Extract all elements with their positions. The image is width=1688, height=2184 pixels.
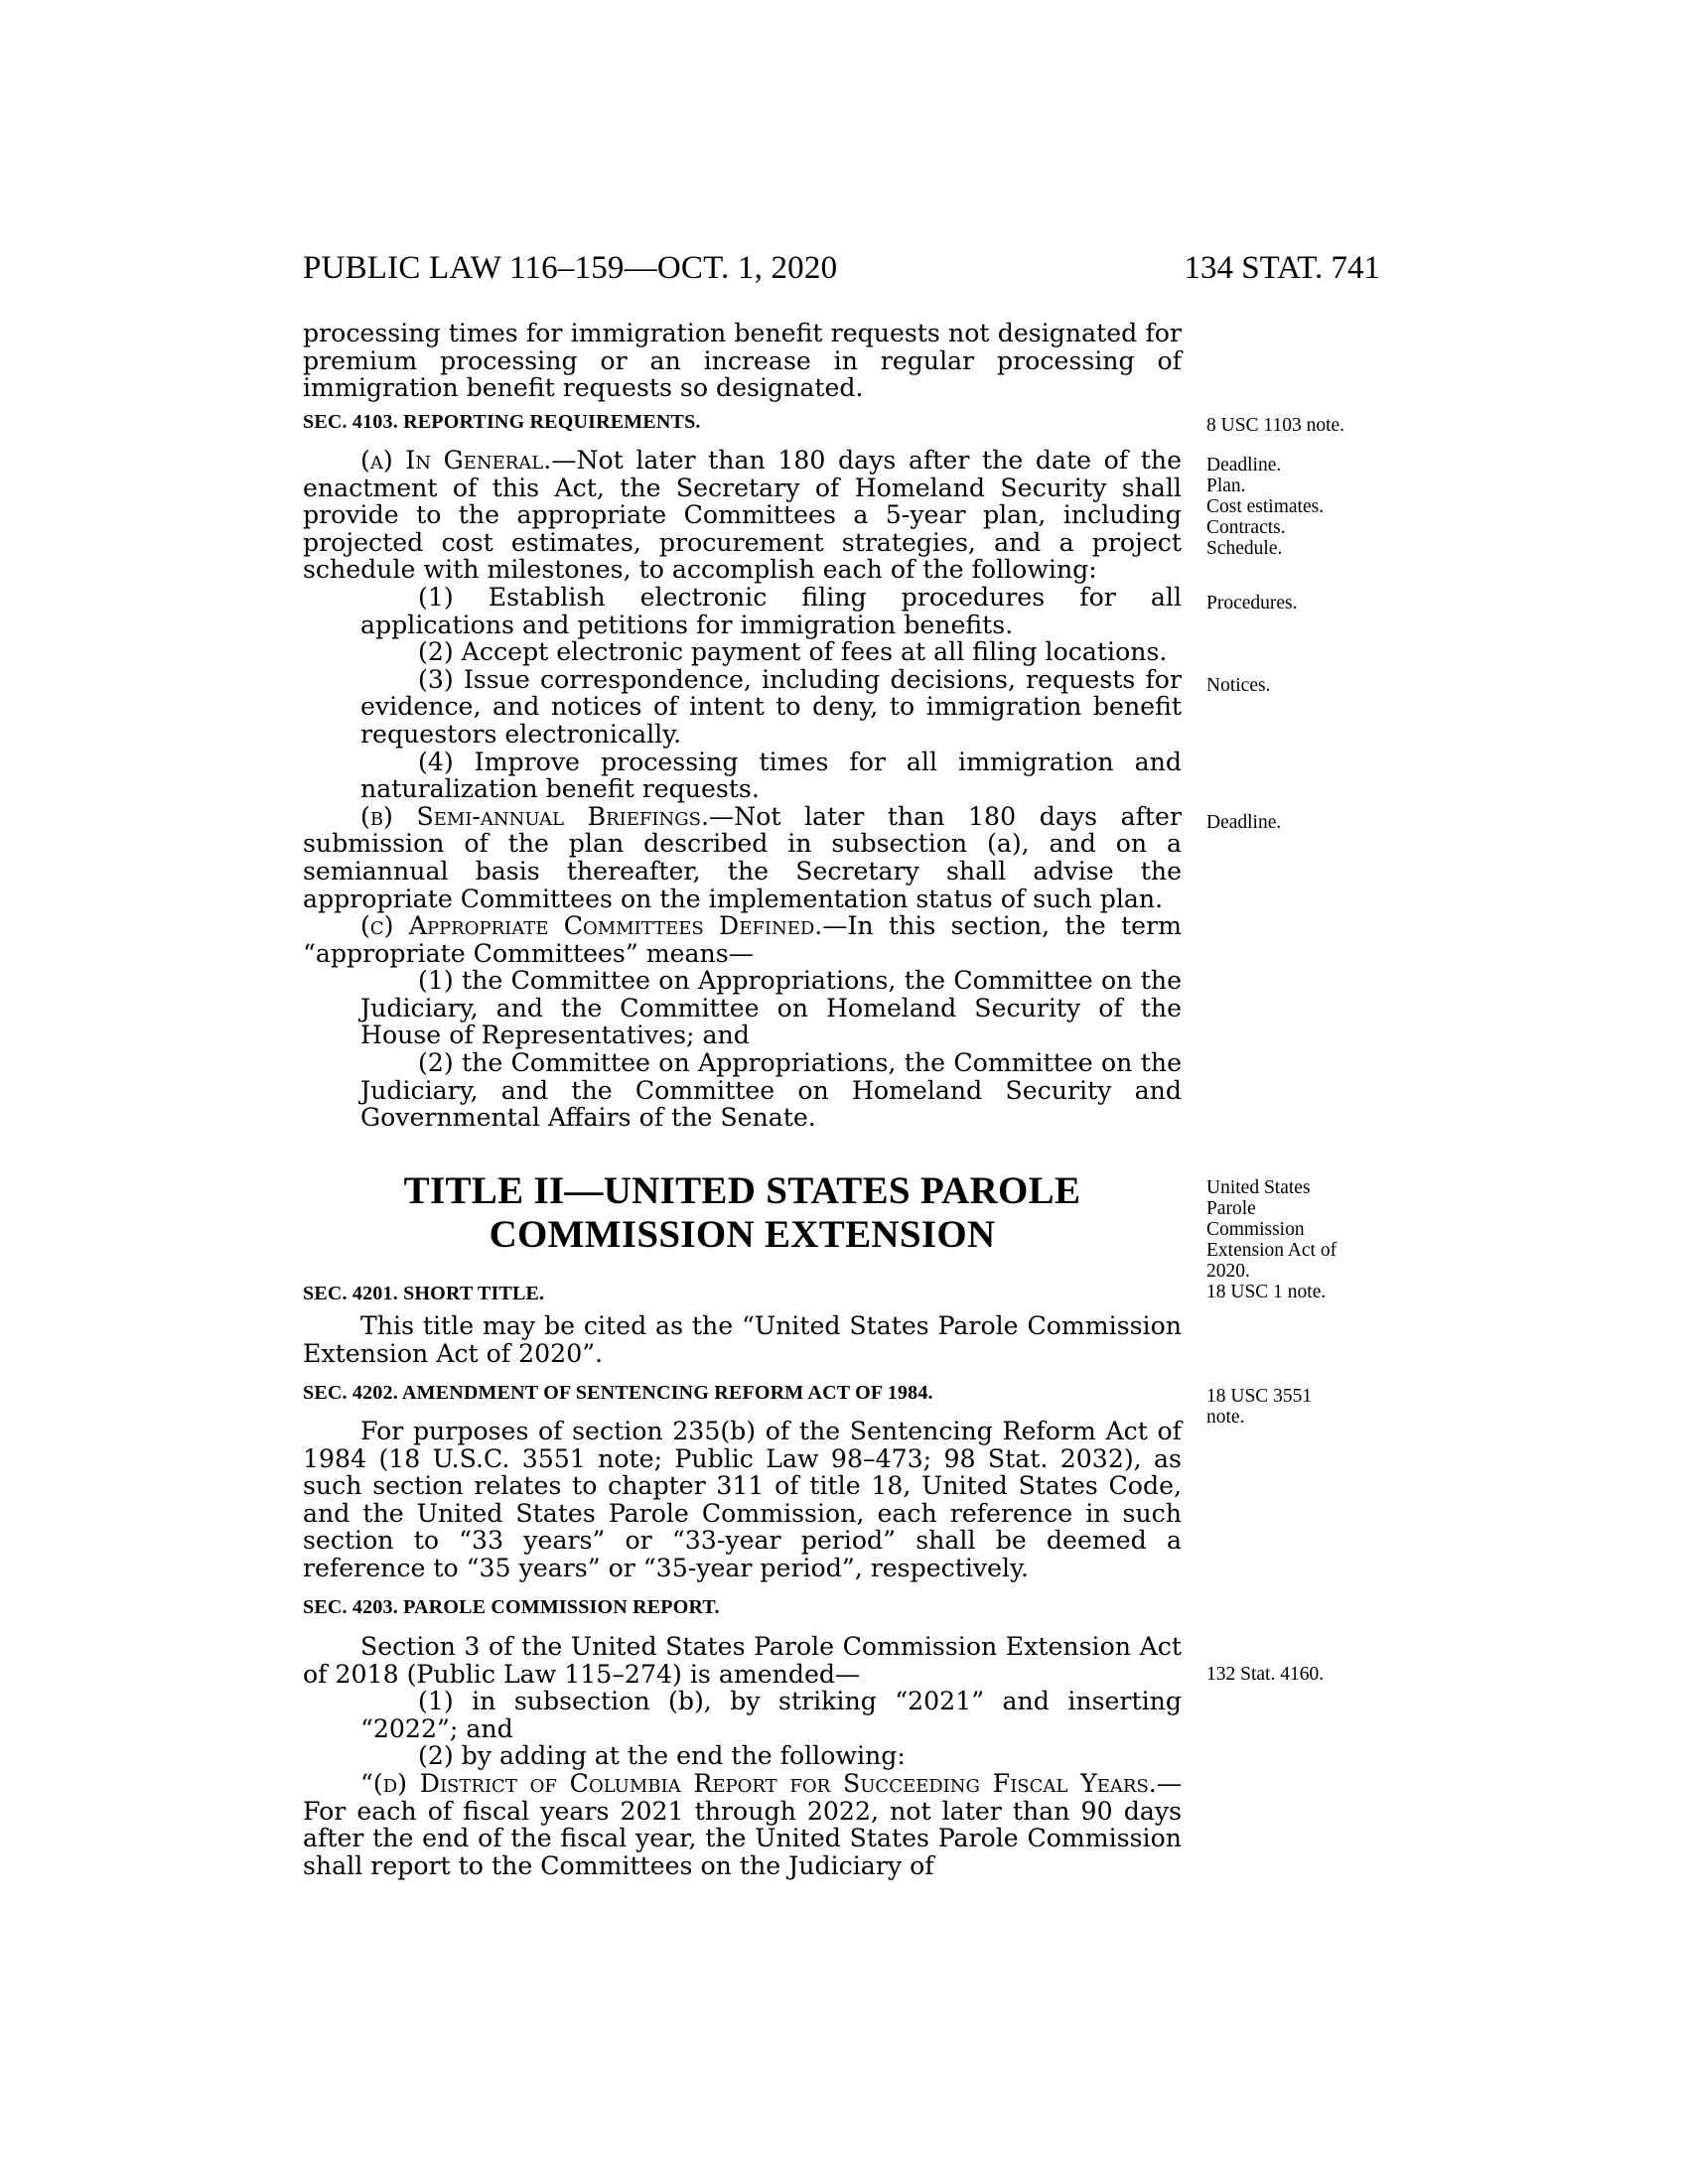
- subsection-b-text: —Not later than 180 days after submission of the plan described in subsection (a), and on a semiannual basis thereafter, the Secretary shall advise the appropriate Committees on the implementation status of such plan.: [303, 801, 1182, 913]
- sec-4203-body: [303, 1633, 1182, 1879]
- running-header: PUBLIC LAW 116–159—OCT. 1, 2020: [303, 250, 838, 286]
- margin-note-notices: Notices.: [1206, 675, 1271, 696]
- margin-note-line: 18 USC 1 note.: [1206, 1282, 1327, 1302]
- subsection-b: [303, 803, 1182, 912]
- paragraph-a3: (3) Issue correspondence, including decisions, requests for evidence, and notices of intent to deny, to immigration benefit requestors electronically.: [360, 664, 1182, 749]
- margin-note-deadline-b: Deadline.: [1206, 812, 1282, 833]
- margin-note-line: Parole: [1206, 1198, 1256, 1219]
- margin-note-deadline: [1206, 455, 1375, 559]
- margin-note-line: Commission: [1206, 1219, 1305, 1240]
- sec-4202-body: [303, 1418, 1182, 1582]
- margin-note-line: United States: [1206, 1177, 1311, 1198]
- intro-block: [303, 320, 1182, 402]
- paragraph-c2: (2) the Committee on Appropriations, the Committee on the Judiciary, and the Committee on Homeland Security and Governmental Affairs of the Senate.: [360, 1048, 1182, 1133]
- margin-note-line: Plan.: [1206, 476, 1246, 496]
- paragraph-a2: (2) Accept electronic payment of fees at all filing locations.: [418, 637, 1168, 667]
- margin-note-line: Deadline.: [1206, 455, 1282, 476]
- paragraph-s2: (2) by adding at the end the following:: [418, 1741, 906, 1771]
- title-heading: [303, 1169, 1182, 1257]
- margin-note-usc-3551: [1206, 1386, 1375, 1428]
- subsection-c: [303, 912, 1182, 967]
- title-line-2: COMMISSION EXTENSION: [489, 1213, 996, 1256]
- section-heading: SEC. 4201. SHORT TITLE.: [303, 1283, 545, 1304]
- subsection-d: [303, 1770, 1182, 1879]
- margin-note-line: Schedule.: [1206, 538, 1283, 559]
- sec-4202-paragraph: For purposes of section 235(b) of the Sentencing Reform Act of 1984 (18 U.S.C. 3551 note; Public Law 98–473; 98 Stat. 2032), as such section relates to chapter 311 of title 18, United States Code, and the United States Parole Commission, each reference in such section to “33 years” or “33-year period” shall be deemed a reference to “35 years” or “35-year period”, respectively.: [303, 1417, 1182, 1582]
- margin-note-line: Extension Act of: [1206, 1240, 1337, 1261]
- sec-4203-paragraph: Section 3 of the United States Parole Commission Extension Act of 2018 (Public Law 115–274) is amended—: [303, 1632, 1182, 1689]
- sec-4203-heading-block: [303, 1596, 1182, 1619]
- subsection-c-text: —In this section, the term “appropriate Committees” means—: [303, 911, 1183, 968]
- subsection-a-text: —Not later than 180 days after the date of the enactment of this Act, the Secretary of Homeland Security shall provide to the appropriate Committees a 5-year plan, including projected cost estimates, procurement strategies, and a project schedule with milestones, to accomplish each of the following:: [303, 446, 1182, 585]
- paragraph-a1: (1) Establish electronic filing procedures for all applications and petitions for immigration benefits.: [360, 582, 1182, 639]
- section-heading: SEC. 4202. AMENDMENT OF SENTENCING REFORM ACT OF 1984.: [303, 1382, 933, 1404]
- section-heading: SEC. 4203. PAROLE COMMISSION REPORT.: [303, 1596, 720, 1618]
- sec-4201-paragraph: This title may be cited as the “United States Parole Commission Extension Act of 2020”.: [303, 1311, 1182, 1368]
- margin-note-usc: 8 USC 1103 note.: [1206, 415, 1345, 436]
- margin-note-line: Cost estimates.: [1206, 496, 1325, 517]
- subsection-a: [303, 447, 1182, 584]
- margin-note-stat: 132 Stat. 4160.: [1206, 1664, 1325, 1685]
- sec-4103-body: [303, 447, 1182, 1132]
- title-line-1: TITLE II—UNITED STATES PAROLE: [403, 1169, 1081, 1212]
- paragraph-s1: (1) in subsection (b), by striking “2021” and inserting “2022”; and: [360, 1687, 1182, 1743]
- margin-note-line: Contracts.: [1206, 517, 1286, 538]
- sec-4201-heading-block: [303, 1283, 1182, 1305]
- page-number: 134 STAT. 741: [1184, 250, 1380, 286]
- sec-4201-body: [303, 1312, 1182, 1367]
- subsection-a-label: (a) In General.: [360, 446, 552, 475]
- intro-paragraph: processing times for immigration benefit requests not designated for premium processing or an increase in regular processing of immigration benefit requests so designated.: [303, 319, 1182, 403]
- subsection-b-label: (b) Semi-annual Briefings.: [360, 801, 709, 831]
- paragraph-c1: (1) the Committee on Appropriations, the Committee on the Judiciary, and the Committee on Homeland Security of the House of Representatives; and: [360, 966, 1182, 1050]
- section-heading: SEC. 4103. REPORTING REQUIREMENTS.: [303, 411, 701, 433]
- subsection-d-label: “(d) District of Columbia Report for Succeeding Fiscal Years.: [360, 1768, 1157, 1798]
- margin-note-line: note.: [1206, 1407, 1245, 1428]
- sec-4103-heading-block: [303, 411, 1182, 434]
- margin-note-procedures: Procedures.: [1206, 593, 1298, 614]
- sec-4202-heading-block: [303, 1382, 1182, 1405]
- paragraph-a4: (4) Improve processing times for all immigration and naturalization benefit requests.: [360, 747, 1182, 804]
- margin-note-short-title: [1206, 1177, 1375, 1302]
- margin-note-line: 18 USC 3551: [1206, 1386, 1313, 1407]
- subsection-d-text: —For each of fiscal years 2021 through 2022, not later than 90 days after the end of the fiscal year, the United States Parole Commission shall report to the Committees on the Judiciary of: [303, 1768, 1182, 1880]
- subsection-c-label: (c) Appropriate Committees Defined.: [360, 911, 823, 941]
- margin-note-line: 2020.: [1206, 1261, 1250, 1282]
